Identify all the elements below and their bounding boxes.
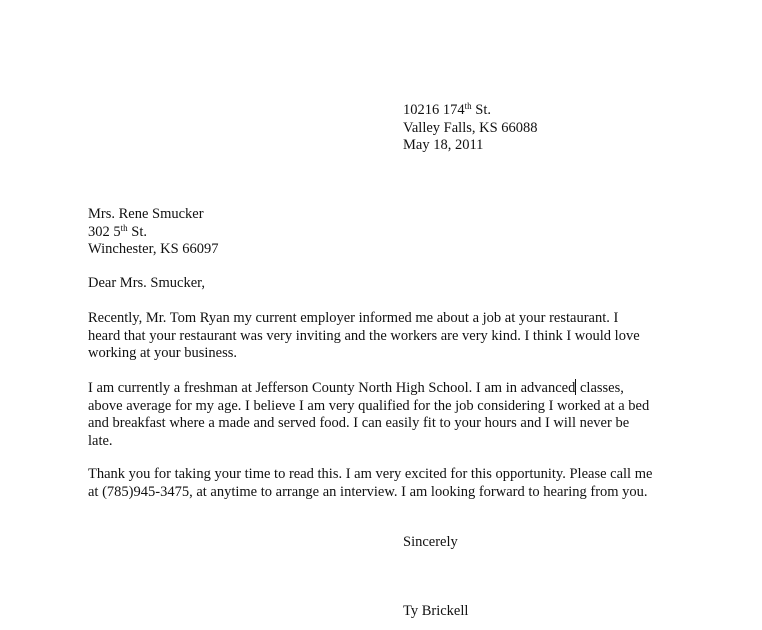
paragraph-line: working at your business.	[88, 345, 238, 361]
paragraph-line: late.	[88, 432, 113, 449]
paragraph-3	[88, 466, 688, 501]
paragraph-1	[88, 310, 688, 363]
closing: Sincerely	[403, 534, 458, 550]
recipient-address	[88, 206, 219, 259]
recipient-city: Winchester, KS 66097	[88, 241, 219, 257]
paragraph-line: at (785)945-3475, at anytime to arrange an interview. I am looking forward to hearing from you.	[88, 483, 648, 500]
sender-city: Valley Falls, KS 66088	[403, 119, 538, 136]
paragraph-line: heard that your restaurant was very inviting and the workers are very kind. I think I would love	[88, 327, 640, 344]
paragraph-line: I am currently a freshman at Jefferson County North High School. I am in advanced classes,	[88, 380, 624, 396]
paragraph-line: Thank you for taking your time to read this. I am very excited for this opportunity. Please call me	[88, 466, 653, 482]
sender-street: 10216 174th St.	[403, 101, 491, 118]
letter-date: May 18, 2011	[403, 137, 484, 153]
paragraph-2	[88, 379, 688, 450]
recipient-name: Mrs. Rene Smucker	[88, 206, 204, 222]
signature-name: Ty Brickell	[403, 603, 469, 619]
salutation: Dear Mrs. Smucker,	[88, 275, 205, 291]
recipient-street: 302 5th St.	[88, 222, 147, 240]
paragraph-line: and breakfast where a made and served food. I can easily fit to your hours and I will never be	[88, 415, 630, 431]
sender-address	[403, 102, 538, 155]
paragraph-line: above average for my age. I believe I am very qualified for the job considering I worked at a bed	[88, 397, 650, 414]
paragraph-line: Recently, Mr. Tom Ryan my current employer informed me about a job at your restaurant. I	[88, 310, 619, 326]
